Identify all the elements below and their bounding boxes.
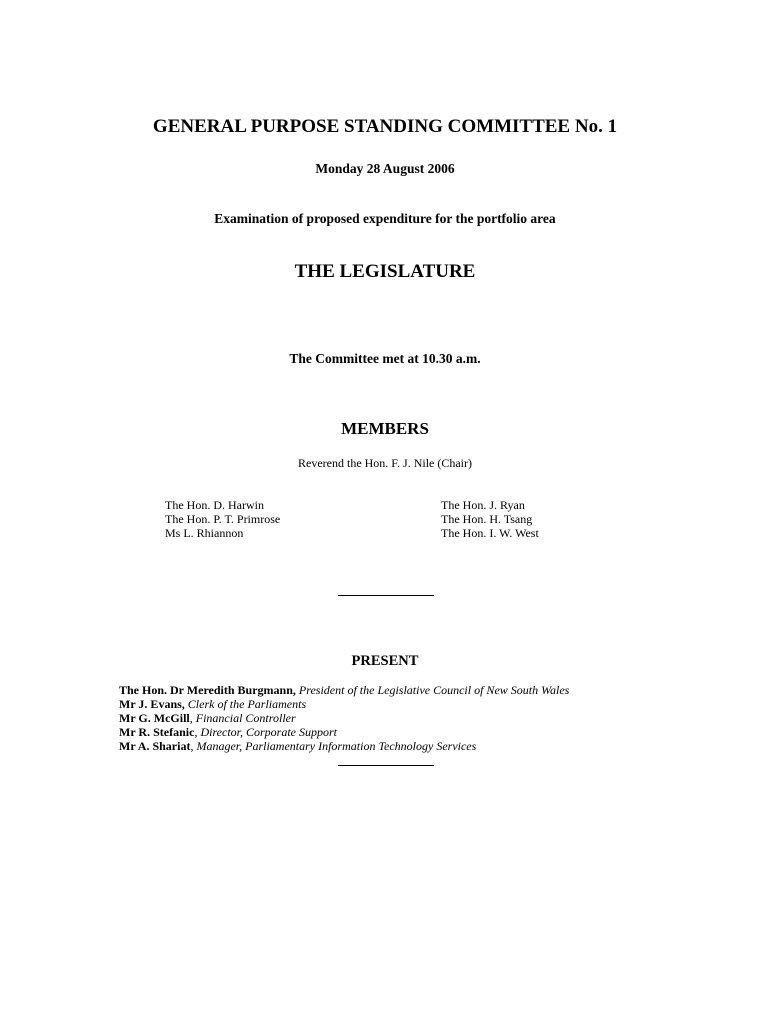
present-person (119, 739, 569, 753)
hearing-date: Monday 28 August 2006 (315, 161, 455, 176)
person-role: Manager, Parliamentary Information Technology Services (196, 739, 477, 753)
member-name: The Hon. I. W. West (441, 526, 539, 540)
separator: , (194, 725, 201, 739)
present-person (119, 697, 569, 711)
person-name: The Hon. Dr Meredith Burgmann, (119, 683, 296, 697)
section-divider (338, 595, 434, 596)
person-name: Mr A. Shariat (119, 739, 191, 753)
members-right-column (441, 498, 539, 540)
portfolio-title: THE LEGISLATURE (294, 261, 476, 282)
person-name: Mr R. Stefanic (119, 725, 195, 739)
present-person (119, 725, 569, 739)
separator: , (189, 711, 196, 725)
section-divider (338, 765, 434, 766)
members-heading: MEMBERS (341, 419, 429, 438)
person-role: President of the Legislative Council of New South Wales (298, 683, 570, 697)
chair-member: Reverend the Hon. F. J. Nile (Chair) (298, 456, 472, 470)
member-name: The Hon. P. T. Primrose (165, 512, 281, 526)
present-heading: PRESENT (351, 653, 419, 669)
person-name: Mr G. McGill (119, 711, 190, 725)
present-list (119, 683, 569, 753)
members-left-column (165, 498, 280, 540)
person-role: Financial Controller (195, 711, 296, 725)
present-person (119, 683, 569, 697)
member-name: The Hon. D. Harwin (165, 498, 264, 512)
member-name: Ms L. Rhiannon (165, 526, 244, 540)
committee-title: GENERAL PURPOSE STANDING COMMITTEE No. 1 (152, 116, 618, 137)
member-name: The Hon. J. Ryan (441, 498, 525, 512)
meeting-time: The Committee met at 10.30 a.m. (289, 351, 481, 366)
separator: , (190, 739, 197, 753)
person-role: Clerk of the Parliaments (187, 697, 307, 711)
member-name: The Hon. H. Tsang (441, 512, 533, 526)
person-name: Mr J. Evans, (119, 697, 185, 711)
present-person (119, 711, 569, 725)
person-role: Director, Corporate Support (200, 725, 337, 739)
examination-subtitle: Examination of proposed expenditure for the portfolio area (214, 211, 556, 226)
